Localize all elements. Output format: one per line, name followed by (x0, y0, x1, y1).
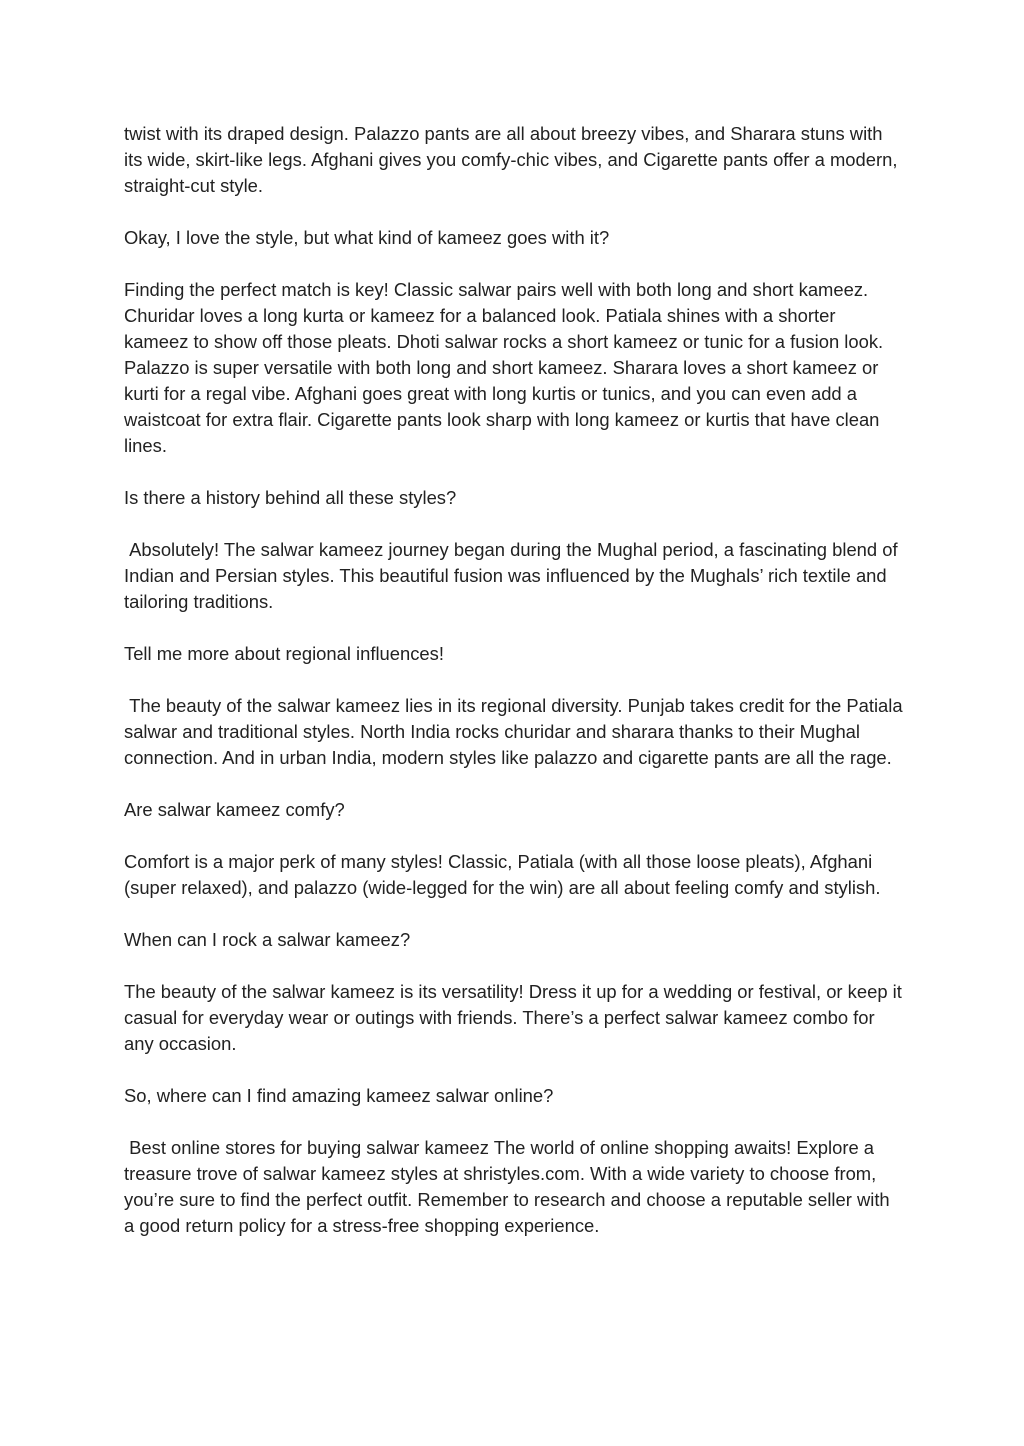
paragraph-draped-design: twist with its draped design. Palazzo pants are all about breezy vibes, and Sharara stuns with its wide, skirt-like legs. Afghani gives you comfy-chic vibes, and Cigarette pants offer a modern, straight-cut style. (124, 123, 903, 196)
document-body (124, 121, 908, 1265)
paragraph-regional-diversity: The beauty of the salwar kameez lies in its regional diversity. Punjab takes credit for the Patiala salwar and traditional styles. North India rocks churidar and sharara thanks to their Mughal connection. And in urban India, modern styles like palazzo and cigarette pants are all the rage. (124, 695, 908, 768)
question-history: Is there a history behind all these styles? (124, 487, 457, 508)
paragraph-mughal-history: Absolutely! The salwar kameez journey began during the Mughal period, a fascinating blend of Indian and Persian styles. This beautiful fusion was influenced by the Mughals’ rich textile and tailoring traditions. (124, 539, 903, 612)
question-regional-influences: Tell me more about regional influences! (124, 643, 444, 664)
question-when-to-wear: When can I rock a salwar kameez? (124, 929, 411, 950)
paragraph-perfect-match: Finding the perfect match is key! Classic salwar pairs well with both long and short kameez. Churidar loves a long kurta or kameez for a balanced look. Patiala shines with a shorter kameez to show off those pleats. Dhoti salwar rocks a short kameez or tunic for a fusion look. Palazzo is super versatile with both long and short kameez. Sharara loves a short kameez or kurti for a regal vibe. Afghani goes great with long kurtis or tunics, and you can even add a waistcoat for extra flair. Cigarette pants look sharp with long kameez or kurtis that have clean lines. (124, 279, 889, 456)
paragraph-online-stores: Best online stores for buying salwar kameez The world of online shopping awaits! Explore a treasure trove of salwar kameez styles at shristyles.com. With a wide variety to choose from, you’re sure to find the perfect outfit. Remember to research and choose a reputable seller with a good return policy for a stress-free shopping experience. (124, 1137, 895, 1236)
question-kameez-match: Okay, I love the style, but what kind of kameez goes with it? (124, 227, 610, 248)
question-where-to-buy: So, where can I find amazing kameez salwar online? (124, 1085, 554, 1106)
question-comfy: Are salwar kameez comfy? (124, 799, 345, 820)
paragraph-versatility: The beauty of the salwar kameez is its versatility! Dress it up for a wedding or festival, or keep it casual for everyday wear or outings with friends. There’s a perfect salwar kameez combo for any occasion. (124, 981, 907, 1054)
paragraph-comfort: Comfort is a major perk of many styles! Classic, Patiala (with all those loose pleats), Afghani (super relaxed), and palazzo (wide-legged for the win) are all about feeling comfy and stylish. (124, 851, 881, 898)
